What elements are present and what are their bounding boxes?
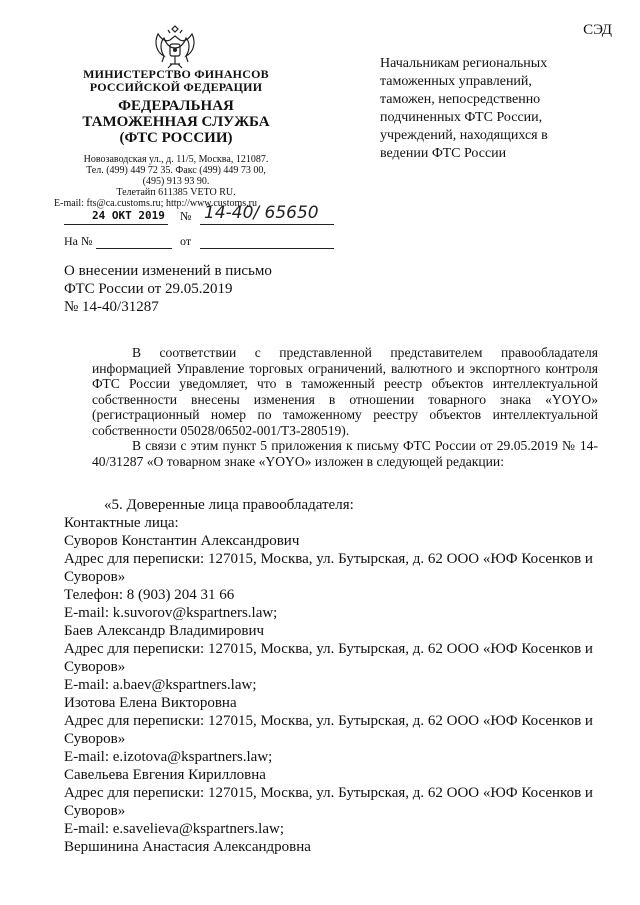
person-name: Вершинина Анастасия Александровна — [64, 839, 311, 855]
sender-contacts — [54, 154, 292, 209]
service-name — [60, 98, 292, 146]
body-paragraph-1: В соответствии с представленной представителем правообладателя информацией Управление торговых ограничений, валютного и экспортного контроля ФТС России уведомляет, что в таможенный реестр объектов интеллектуальной собственности внесены изменения в отношении товарного знака «YOYO» (регистрационный номер по таможенному реестру объектов интеллектуальной собственности 05028/06502-001/ТЗ-280519). — [92, 345, 598, 438]
body-paragraph-2: В связи с этим пункт 5 приложения к письму ФТС России от 29.05.2019 № 14-40/31287 «О товарном знаке «YOYO» изложен в следующей редакции: — [92, 438, 598, 469]
from-label: от — [180, 234, 192, 248]
sed-mark: СЭД — [583, 22, 612, 38]
person-address: Адрес для переписки: 127015, Москва, ул. Бутырская, д. 62 ООО «ЮФ Косенков и Суворов» — [64, 641, 593, 675]
person-email: E-mail: e.izotova@kspartners.law; — [64, 749, 273, 765]
reply-date-underline — [200, 248, 334, 249]
person-phone: Телефон: 8 (903) 204 31 66 — [64, 587, 235, 603]
ministry-line-2: РОССИЙСКОЙ ФЕДЕРАЦИИ — [89, 80, 263, 94]
sender-teletype: Телетайп 611385 VETO RU. — [116, 187, 236, 198]
person-name: Изотова Елена Викторовна — [64, 695, 237, 711]
person-address: Адрес для переписки: 127015, Москва, ул. Бутырская, д. 62 ООО «ЮФ Косенков и Суворов» — [64, 713, 593, 747]
number-sign: № — [180, 209, 192, 223]
sender-fax-2: (495) 913 93 90. — [142, 176, 210, 187]
subject-line-1: О внесении изменений в письмо — [64, 263, 272, 279]
sender-address: Новозаводская ул., д. 11/5, Москва, 121087. — [83, 154, 269, 165]
service-line-2: ТАМОЖЕННАЯ СЛУЖБА — [82, 114, 270, 130]
subject-block — [64, 262, 304, 316]
person-email: E-mail: e.savelieva@kspartners.law; — [64, 821, 284, 837]
sender-phone-fax: Тел. (499) 449 72 35. Факс (499) 449 73 00, — [86, 165, 266, 176]
person-name: Баев Александр Владимирович — [64, 623, 265, 639]
person-address: Адрес для переписки: 127015, Москва, ул. Бутырская, д. 62 ООО «ЮФ Косенков и Суворов» — [64, 785, 593, 819]
person-email: E-mail: k.suvorov@kspartners.law; — [64, 605, 278, 621]
person-address: Адрес для переписки: 127015, Москва, ул. Бутырская, д. 62 ООО «ЮФ Косенков и Суворов» — [64, 551, 593, 585]
contacts-label: Контактные лица: — [64, 515, 179, 531]
registration-date: 24 ОКТ 2019 — [92, 209, 165, 222]
reply-number-underline — [96, 248, 172, 249]
ministry-line-1: МИНИСТЕРСТВО ФИНАНСОВ — [83, 67, 269, 81]
service-line-1: ФЕДЕРАЛЬНАЯ — [118, 98, 234, 114]
reply-row — [64, 233, 334, 251]
reply-label: На № — [64, 234, 93, 248]
person-email: E-mail: a.baev@kspartners.law; — [64, 677, 257, 693]
person-name: Савельева Евгения Кирилловна — [64, 767, 266, 783]
sender-header — [54, 67, 292, 209]
registration-number: 14-40/ 65650 — [204, 203, 319, 223]
person-name: Суворов Константин Александрович — [64, 533, 300, 549]
sender-email: E-mail: fts@ca.customs.ru; http://www.customs.ru — [54, 198, 257, 209]
list-item-title: «5. Доверенные лица правообладателя: — [104, 497, 354, 513]
subject-line-3: № 14-40/31287 — [64, 299, 159, 315]
date-underline — [64, 224, 168, 225]
number-underline — [200, 224, 334, 225]
subject-line-2: ФТС России от 29.05.2019 — [64, 281, 233, 297]
letter-body — [92, 345, 598, 469]
service-line-3: (ФТС РОССИИ) — [119, 130, 233, 146]
trustees-list — [64, 496, 624, 856]
addressee: Начальникам региональных таможенных управлений, таможен, непосредственно подчиненных ФТС России, учреждений, находящихся в ведении ФТС России — [380, 56, 548, 161]
